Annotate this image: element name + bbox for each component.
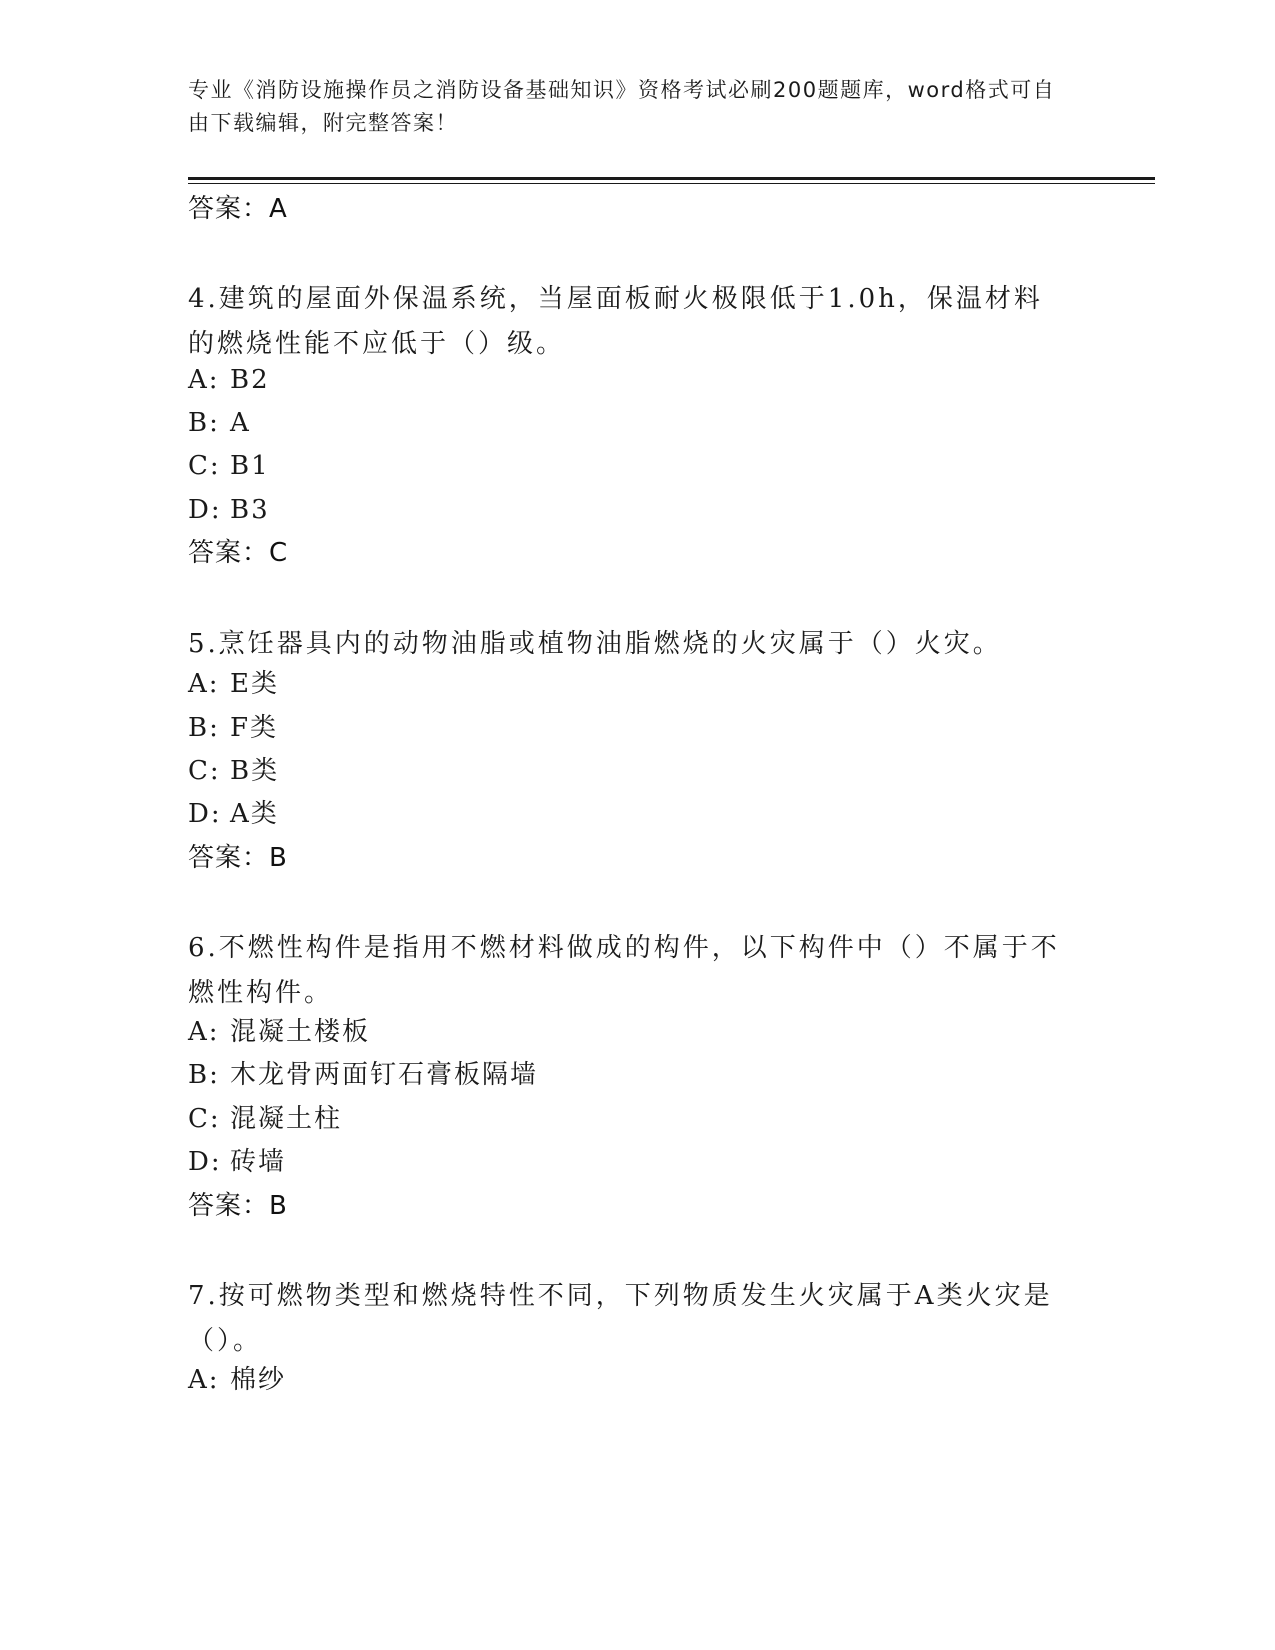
question-5-option-b xyxy=(188,711,278,745)
header-divider-thin xyxy=(188,183,1155,184)
option-label: A: xyxy=(188,669,220,699)
option-text: 木龙骨两面钉石膏板隔墙 xyxy=(230,1060,539,1090)
question-7-option-a xyxy=(188,1363,286,1397)
option-text: E类 xyxy=(230,669,279,699)
question-4-option-b xyxy=(188,406,251,440)
option-label: D: xyxy=(188,1147,222,1177)
question-6-stem: 6.不燃性构件是指用不燃材料做成的构件，以下构件中（）不属于不燃性构件。 xyxy=(188,933,1060,1008)
option-label: C: xyxy=(188,756,221,786)
option-text: F类 xyxy=(230,713,279,743)
question-7-stem: 7.按可燃物类型和燃烧特性不同，下列物质发生火灾属于A类火灾是（）。 xyxy=(188,1281,1053,1356)
option-label: A: xyxy=(188,1017,220,1047)
question-5-option-a xyxy=(188,667,279,701)
option-label: B: xyxy=(188,713,220,743)
option-text: A类 xyxy=(230,799,279,829)
option-text: 砖墙 xyxy=(230,1147,287,1177)
option-text: 混凝土楼板 xyxy=(230,1017,371,1047)
question-5-option-c xyxy=(188,754,279,788)
question-6-option-a xyxy=(188,1015,370,1049)
option-label: A: xyxy=(188,365,220,395)
header-divider xyxy=(188,177,1155,180)
question-4-stem: 4.建筑的屋面外保温系统，当屋面板耐火极限低于1.0h，保温材料的燃烧性能不应低于（）级。 xyxy=(188,284,1043,359)
option-text: 混凝土柱 xyxy=(230,1104,343,1134)
question-6-option-d xyxy=(188,1145,286,1179)
document-header: 专业《消防设施操作员之消防设备基础知识》资格考试必刷200题题库，word格式可自由下载编辑，附完整答案！ xyxy=(188,78,1056,135)
question-6-option-b xyxy=(188,1058,538,1092)
answer-q5: 答案：B xyxy=(188,843,288,873)
question-4-option-c xyxy=(188,449,270,483)
option-label: C: xyxy=(188,1104,221,1134)
option-text: B3 xyxy=(230,495,270,525)
option-text: B1 xyxy=(230,451,270,481)
option-label: D: xyxy=(188,799,222,829)
question-5-option-d xyxy=(188,797,279,831)
option-text: A xyxy=(230,408,251,438)
option-label: D: xyxy=(188,495,222,525)
option-text: B2 xyxy=(230,365,270,395)
option-text: B类 xyxy=(230,756,280,786)
question-6-option-c xyxy=(188,1102,342,1136)
answer-q3: 答案：A xyxy=(188,194,288,224)
option-label: C: xyxy=(188,451,221,481)
answer-q4: 答案：C xyxy=(188,538,289,568)
question-4-option-a xyxy=(188,363,270,397)
option-text: 棉纱 xyxy=(230,1365,287,1395)
option-label: B: xyxy=(188,1060,220,1090)
option-label: B: xyxy=(188,408,220,438)
question-4-option-d xyxy=(188,493,270,527)
option-label: A: xyxy=(188,1365,220,1395)
question-5-stem: 5.烹饪器具内的动物油脂或植物油脂燃烧的火灾属于（）火灾。 xyxy=(188,629,1002,659)
answer-q6: 答案：B xyxy=(188,1191,288,1221)
